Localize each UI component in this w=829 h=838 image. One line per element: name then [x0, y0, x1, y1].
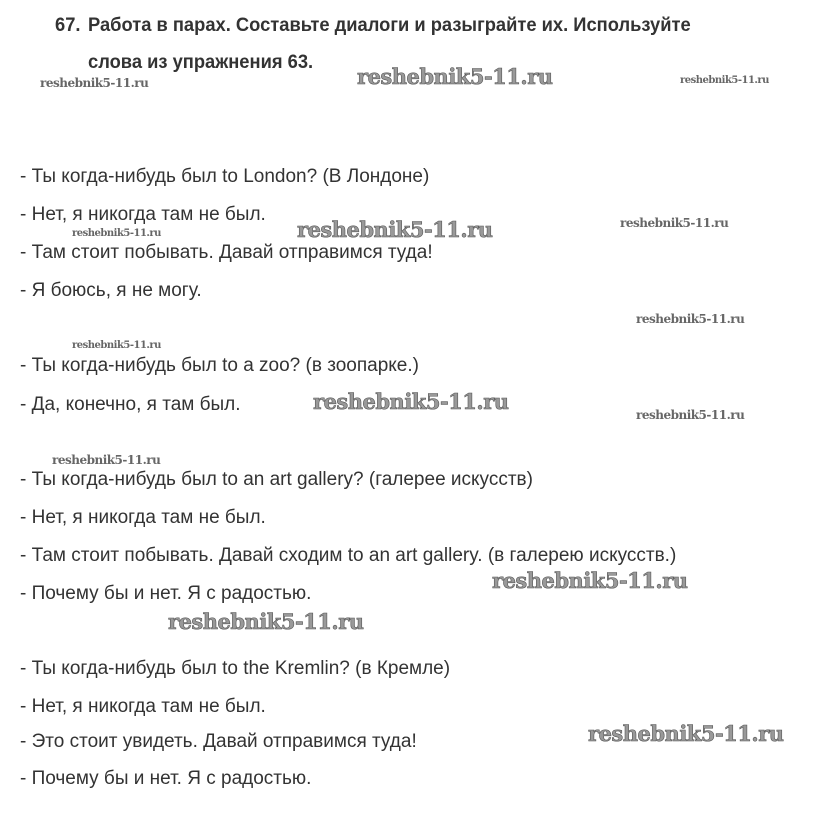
- watermark: reshebnik5-11.ru: [40, 76, 149, 90]
- exercise-title-line2: слова из упражнения 63.: [88, 51, 314, 73]
- watermark: reshebnik5-11.ru: [72, 340, 161, 351]
- dialogue-line: - Ты когда-нибудь был to London? (В Лондоне): [20, 166, 430, 187]
- dialogue-line: - Ты когда-нибудь был to an art gallery? (галерее искусств): [20, 469, 533, 490]
- watermark: reshebnik5-11.ru: [636, 408, 745, 422]
- dialogue-line: - Да, конечно, я там был.: [20, 394, 241, 415]
- watermark: reshebnik5-11.ru: [492, 568, 688, 593]
- dialogue-line: - Ты когда-нибудь был to the Kremlin? (в Кремле): [20, 658, 451, 679]
- dialogue-line: - Я боюсь, я не могу.: [20, 280, 202, 301]
- dialogue-line: - Там стоит побывать. Давай сходим to an art gallery. (в галерею искусств.): [20, 545, 677, 566]
- watermark: reshebnik5-11.ru: [52, 453, 161, 467]
- dialogue-line: - Нет, я никогда там не был.: [20, 204, 266, 225]
- watermark: reshebnik5-11.ru: [72, 228, 161, 239]
- watermark: reshebnik5-11.ru: [357, 64, 553, 89]
- dialogue-line: - Почему бы и нет. Я с радостью.: [20, 768, 312, 789]
- dialogue-line: - Нет, я никогда там не был.: [20, 696, 266, 717]
- dialogue-line: - Ты когда-нибудь был to a zoo? (в зоопарке.): [20, 355, 419, 376]
- exercise-title-line1: Работа в парах. Составьте диалоги и разыграйте их. Используйте: [88, 14, 691, 36]
- dialogue-line: - Там стоит побывать. Давай отправимся туда!: [20, 242, 433, 263]
- watermark: reshebnik5-11.ru: [313, 389, 509, 414]
- watermark: reshebnik5-11.ru: [680, 75, 769, 86]
- dialogue-line: - Почему бы и нет. Я с радостью.: [20, 583, 312, 604]
- watermark: reshebnik5-11.ru: [636, 312, 745, 326]
- watermark: reshebnik5-11.ru: [620, 216, 729, 230]
- watermark: reshebnik5-11.ru: [168, 609, 364, 634]
- dialogue-line: - Это стоит увидеть. Давай отправимся туда!: [20, 731, 417, 752]
- exercise-number: 67.: [55, 14, 81, 36]
- dialogue-line: - Нет, я никогда там не был.: [20, 507, 266, 528]
- watermark: reshebnik5-11.ru: [588, 721, 784, 746]
- watermark: reshebnik5-11.ru: [297, 217, 493, 242]
